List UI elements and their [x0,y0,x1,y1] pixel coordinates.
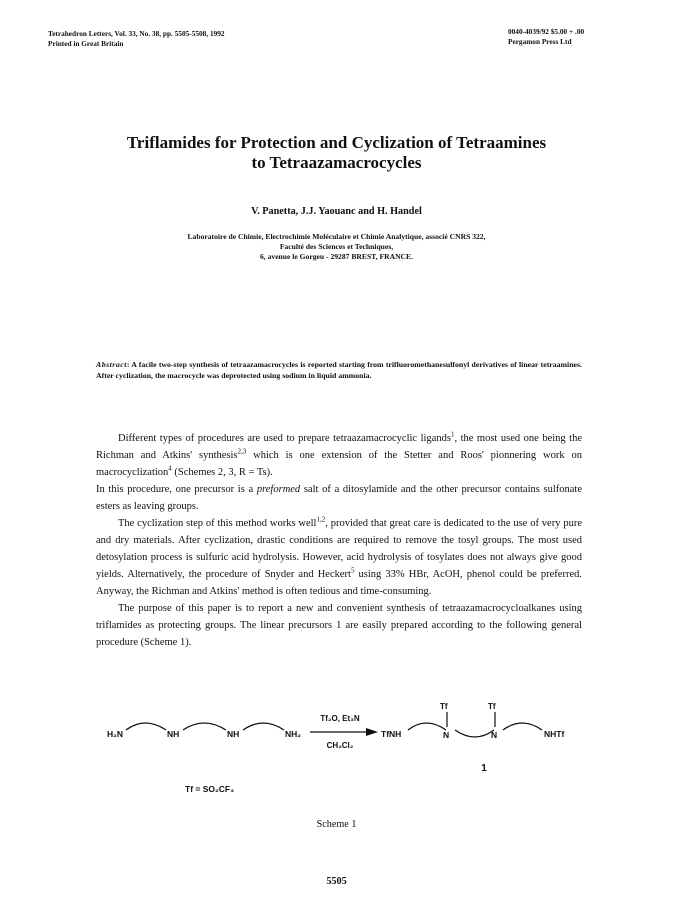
reference-marker: 1 [450,430,455,439]
issn-price-code: 0040-4039/92 $5.00 + .00 [508,27,585,36]
p1-text-a: Different types of procedures are used to prepare tetraazamacrocyclic ligands [118,433,451,444]
bond-arc [455,730,494,737]
reaction-scheme [0,690,673,810]
publisher-name: Pergamon Press Ltd [508,37,572,46]
reference-marker: 2,3 [237,447,247,456]
affiliation-line-1: Laboratoire de Chimie, Electrochimie Moléculaire et Chimie Analytique, associé CNRS 322, [187,232,486,241]
p3-text-b: , provided that great care is dedicated to the use of very pure and dry materials. After cyclization, drastic conditions are required to remove the tosyl groups. The most used detosylation process is sulfuric acid hydrolysis. However, acid hydrolysis of tosylates does not always give good yields. Alternatively, the procedure of Snyder and Heckert [96,518,582,580]
reagents-bottom: CH₂Cl₂ [326,741,354,750]
printed-location: Printed in Great Britain [48,39,124,48]
bond-arc [183,723,226,730]
title-line-1: Triflamides for Protection and Cyclization of Tetraamines [126,133,547,152]
p3-text-c: using 33% HBr, AcOH, phenol could be preferred. Anyway, the Richman and Atkins' method is often tedious and time-consuming. [96,569,582,597]
p1-text-b: , the most used one being the Richman and Atkins' synthesis [96,433,583,461]
nh-label-1: NH [167,729,180,739]
tfnh-label: TfNH [381,729,402,739]
arrow-head [366,728,378,736]
p1-text-d: (Schemes 2, 3, R = Ts). [171,467,273,478]
affiliation-line-3: 6, avenue le Gorgeu - 29287 BREST, FRANCE. [260,252,413,261]
body-text [96,430,582,651]
bond-arc [126,723,166,730]
p2-emphasis: preformed [256,484,301,495]
bond-arc [503,723,542,730]
reference-marker: 4 [168,464,172,473]
affiliation-line-2: Faculté des Sciences et Techniques, [279,242,394,251]
paragraph-4: The purpose of this paper is to report a new and convenient synthesis of tetraazamacrocycloalkanes using triflamides as protecting groups. The linear precursors 1 are easily prepared according to the following general procedure (Scheme 1). [96,603,582,648]
nh-label-2: NH [227,729,240,739]
n-label-1: N [443,730,450,740]
reference-marker: 1,2 [316,515,326,524]
bond-arc [408,723,446,730]
compound-number: 1 [481,763,487,774]
paper-title [0,133,673,173]
title-line-2: to Tetraazamacrocycles [251,153,422,172]
paragraph-2 [96,481,582,515]
nh2-end-label: NH₂ [285,729,302,739]
page-number: 5505 [326,876,347,887]
nhtf-label: NHTf [544,729,565,739]
affiliation [0,232,673,262]
p2-text-b: salt of a ditosylamide and the other precursor contains sulfonate esters as leaving groups. [96,484,583,512]
p3-text-a: The cyclization step of this method works well [118,518,317,529]
scheme-caption: Scheme 1 [316,819,357,830]
n-label-2: N [491,730,498,740]
paragraph-3 [96,515,582,600]
h2n-label: H₂N [107,729,124,739]
bond-arc [243,723,284,730]
abstract [96,360,582,381]
tf-label-1: Tf [440,702,448,711]
journal-citation: Tetrahedron Letters, Vol. 33, No. 38, pp. 5505-5508, 1992 [48,29,225,38]
paragraph-1 [96,430,582,481]
tf-definition: Tf = SO₂CF₃ [185,784,235,794]
abstract-label: Abstract [96,360,127,369]
reference-marker: 5 [350,566,355,575]
tf-label-2: Tf [488,702,496,711]
p1-text-c: which is one extension of the Stetter and Roos' pionnering work on macrocyclization [96,450,583,478]
abstract-text: : A facile two-step synthesis of tetraazamacrocycles is reported starting from trifluoromethanesulfonyl derivatives of linear tetraamines. After cyclization, the macrocycle was deprotected using sodium in liquid ammonia. [96,360,582,380]
reagents-top: Tf₂O, Et₃N [320,714,360,723]
author-list: V. Panetta, J.J. Yaouanc and H. Handel [251,206,422,217]
p2-text-a: In this procedure, one precursor is a [96,484,257,495]
